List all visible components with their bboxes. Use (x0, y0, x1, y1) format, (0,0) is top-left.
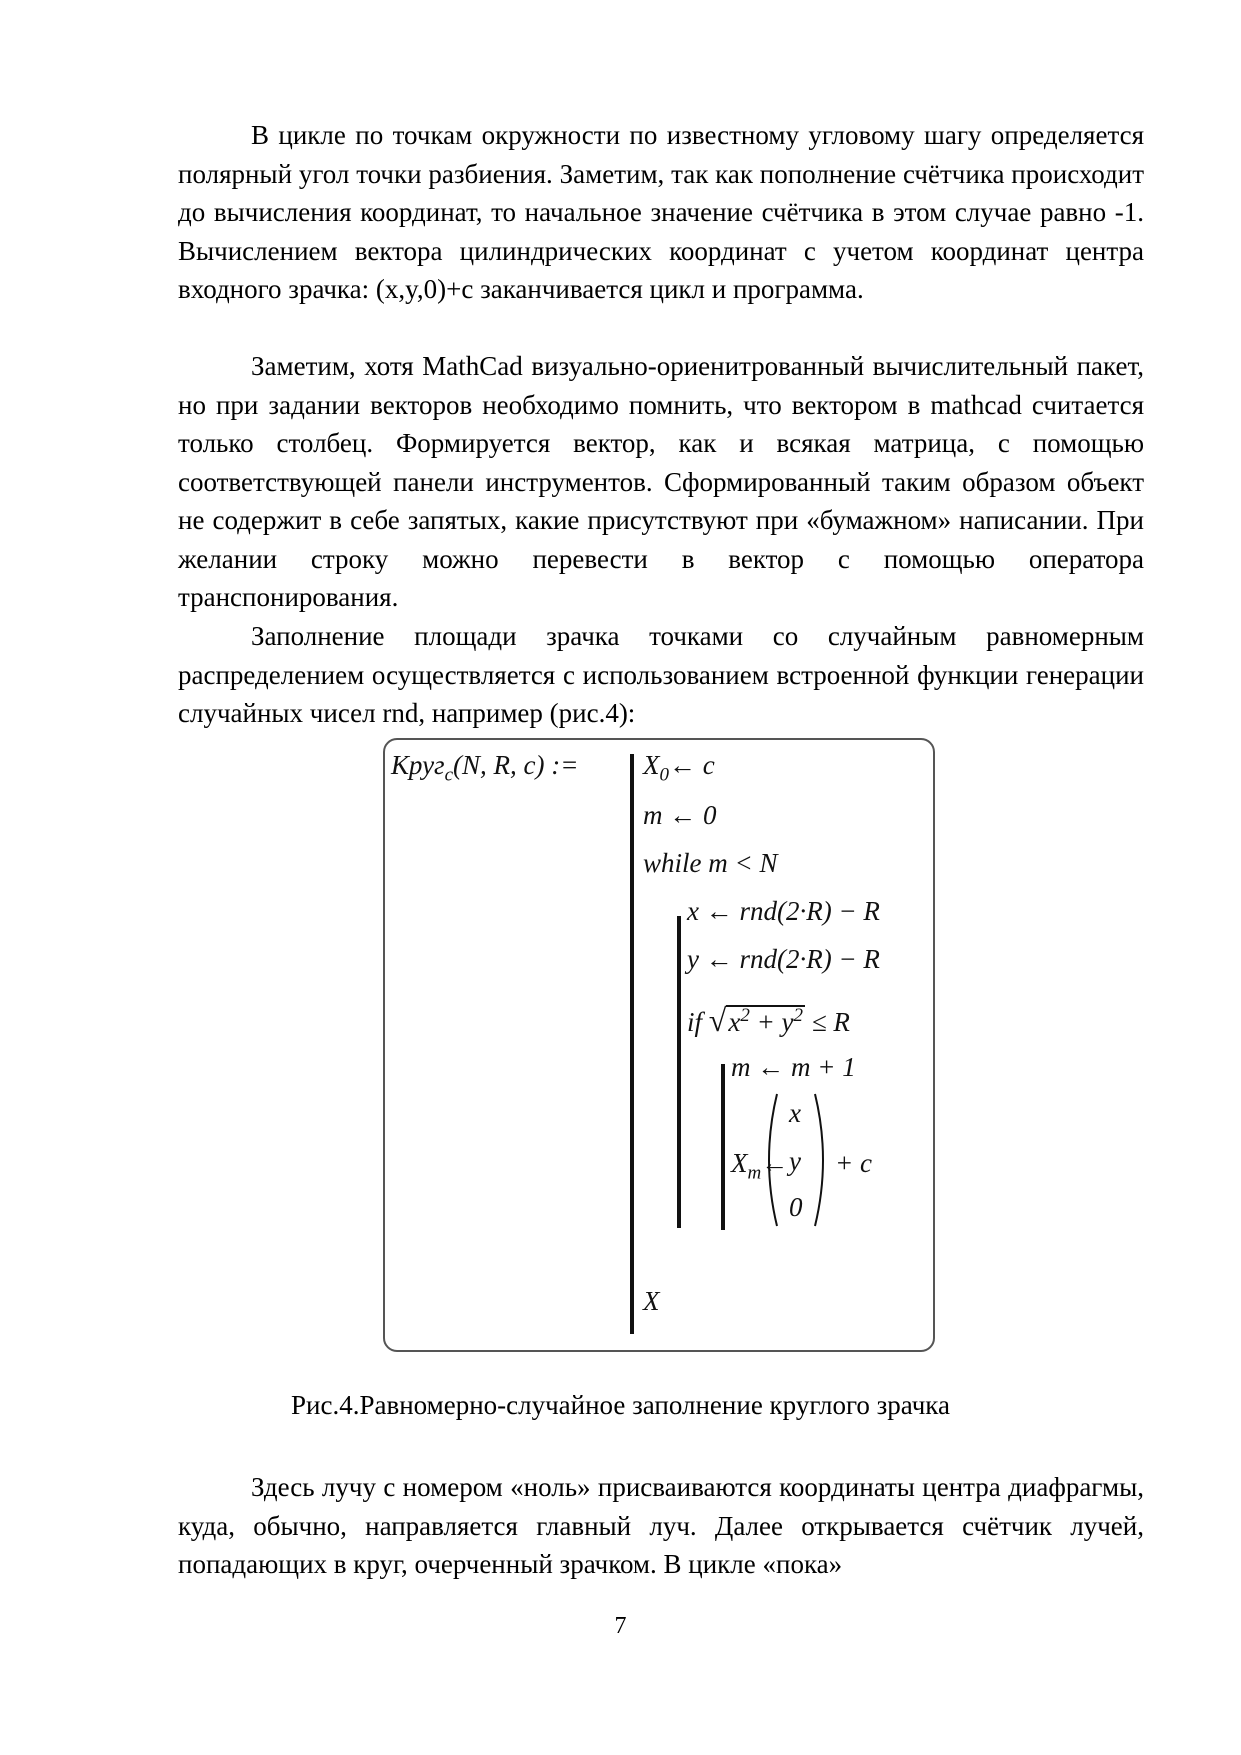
function-name: Круг (391, 750, 445, 780)
if-rhs: ≤ R (811, 1007, 850, 1037)
line-m-init: m ← 0 (643, 800, 717, 830)
line-x-rnd: x ← rnd(2·R) − R (687, 896, 880, 926)
radicand-plus-y: + y (749, 1007, 794, 1037)
xm-var: X (731, 1148, 748, 1178)
x0-rhs: ← c (669, 750, 715, 780)
paragraph-3: Заполнение площади зрачка точками со случайным равномерным распределением осуществляется с использованием встроенной функции генерации случайных чисел rnd, например (рис.4): (178, 621, 1144, 728)
radicand-y-exp: 2 (793, 1005, 804, 1026)
program-bar-while (677, 916, 681, 1228)
function-subscript: c (444, 764, 454, 786)
line-x0-assign (643, 750, 715, 786)
sqrt-sign: √ (708, 1002, 727, 1038)
x0-sub: 0 (659, 764, 669, 786)
vector-zero: 0 (789, 1192, 803, 1222)
function-header (391, 750, 578, 786)
paragraph-4: Здесь лучу с номером «ноль» присваиваются координаты центра диафрагмы, куда, обычно, направляется главный луч. Далее открывается счётчик лучей, попадающих в круг, очерченный зрачком. В цикле «пока» (178, 1472, 1144, 1579)
radicand-x-exp: 2 (740, 1005, 750, 1026)
mathcad-program-figure (383, 738, 935, 1352)
vector-x: x (789, 1098, 801, 1128)
program-bar-if (721, 1064, 725, 1230)
xm-arrow: ← (761, 1148, 789, 1178)
line-if (687, 1002, 850, 1039)
right-paren (815, 1094, 823, 1226)
line-while: while m < N (643, 848, 778, 878)
line-return-x: X (643, 1286, 660, 1316)
if-keyword: if (687, 1007, 703, 1037)
xm-sub: m (747, 1162, 762, 1184)
function-args: (N, R, c) := (453, 750, 579, 780)
radicand-x: x (728, 1007, 741, 1037)
paragraph-2: Заметим, хотя MathCad визуально-ориенитрованный вычислительный пакет, но при задании векторов необходимо помнить, что вектором в mathcad считается только столбец. Формируется вектор, как и всякая матрица, с помощью соответствующей панели инструментов. Сформированный таким образом объект не содержит в себе запятых, какие присутствуют при «бумажном» написании. При желании строку можно перевести в вектор с помощью оператора транспонирования. (178, 351, 1144, 612)
line-m-incr: m ← m + 1 (731, 1052, 856, 1082)
left-paren (769, 1094, 777, 1226)
page-number: 7 (614, 1613, 627, 1639)
figure-caption: Рис.4.Равномерно-случайное заполнение круглого зрачка (291, 1390, 950, 1420)
x0-var: X (643, 750, 660, 780)
program-bar-outer (630, 754, 634, 1334)
line-y-rnd: y ← rnd(2·R) − R (687, 944, 880, 974)
plus-c: + c (835, 1148, 872, 1178)
paragraph-1: В цикле по точкам окружности по известному угловому шагу определяется полярный угол точки разбиения. Заметим, так как пополнение счётчика происходит до вычисления координат, то начальное значение счётчика в этом случае равно -1. Вычислением вектора цилиндрических координат с учетом координат центра входного зрачка: (x,y,0)+c заканчивается цикл и программа. (178, 120, 1144, 304)
sqrt-radicand (726, 1005, 805, 1037)
vector-y: y (789, 1146, 801, 1176)
